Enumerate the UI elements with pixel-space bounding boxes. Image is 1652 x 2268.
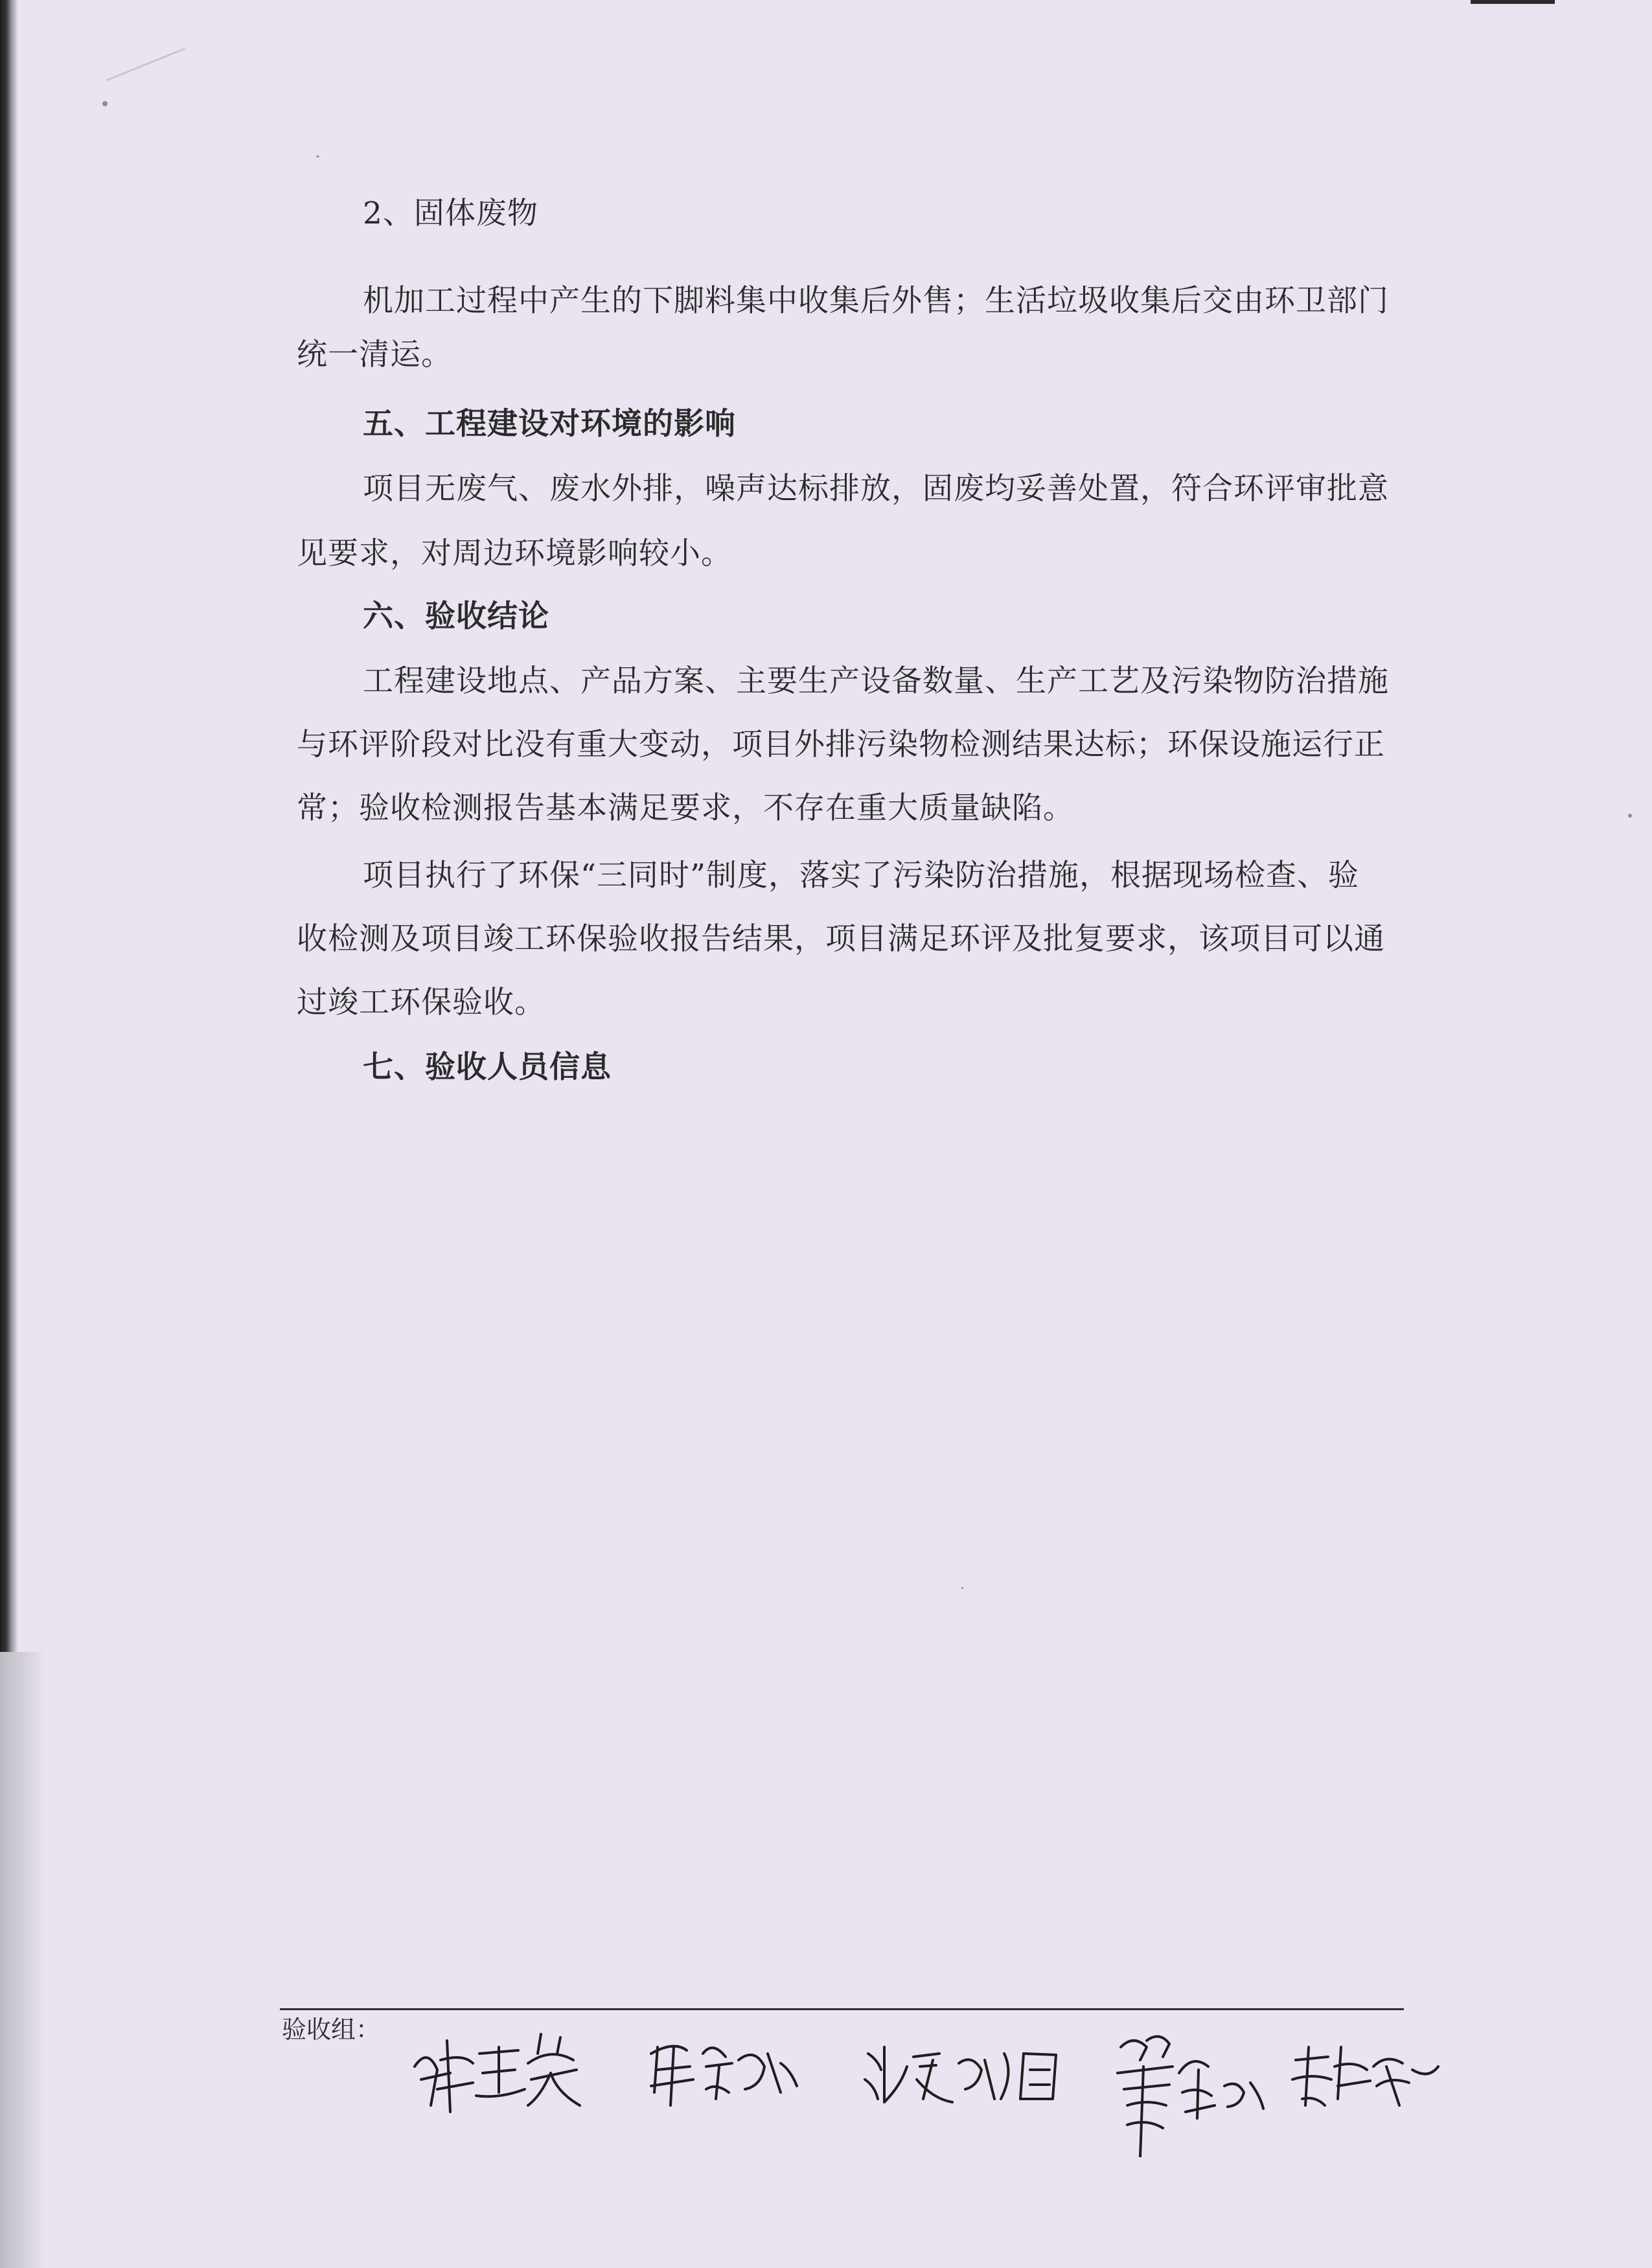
signature-1 <box>415 2034 580 2112</box>
paragraph-line: 收检测及项目竣工环保验收报告结果，项目满足环评及批复要求，该项目可以通 <box>297 921 1385 957</box>
paragraph-line: 项目执行了环保“三同时”制度，落实了污染防治措施，根据现场检查、验 <box>363 858 1360 893</box>
scan-top-edge-mark <box>1471 0 1555 4</box>
paragraph-line: 工程建设地点、产品方案、主要生产设备数量、生产工艺及污染物防治措施 <box>363 663 1389 699</box>
paragraph-line: 机加工过程中产生的下脚料集中收集后外售；生活垃圾收集后交由环卫部门 <box>363 283 1389 319</box>
section-heading: 五、工程建设对环境的影响 <box>363 406 736 442</box>
signature-5 <box>1292 2047 1438 2105</box>
signature-label: 验收组： <box>282 2015 381 2044</box>
paragraph-line: 常；验收检测报告基本满足要求，不存在重大质量缺陷。 <box>297 790 1074 826</box>
scan-bottom-edge-shadow <box>0 1652 45 2268</box>
section-heading: 六、验收结论 <box>363 599 549 634</box>
handwritten-signatures <box>402 2008 1451 2157</box>
paragraph-line: 见要求，对周边环境影响较小。 <box>297 536 732 571</box>
signature-4 <box>1118 2037 1263 2157</box>
scan-speck <box>1628 814 1632 818</box>
paragraph-line: 与环评阶段对比没有重大变动，项目外排污染物检测结果达标；环保设施运行正 <box>297 727 1385 762</box>
section-heading: 七、验收人员信息 <box>363 1049 612 1085</box>
signature-3 <box>865 2047 1056 2102</box>
paragraph-line: 过竣工环保验收。 <box>297 985 545 1020</box>
section-subheading: 2、固体废物 <box>363 196 538 231</box>
scan-speck <box>961 1587 963 1589</box>
scan-speck <box>316 155 319 157</box>
paragraph-line: 项目无废气、废水外排，噪声达标排放，固废均妥善处置，符合环评审批意 <box>363 471 1389 507</box>
signature-2 <box>651 2046 797 2105</box>
paragraph-line: 统一清运。 <box>297 337 452 372</box>
scan-scratch <box>106 48 185 81</box>
scan-speck <box>102 101 108 106</box>
